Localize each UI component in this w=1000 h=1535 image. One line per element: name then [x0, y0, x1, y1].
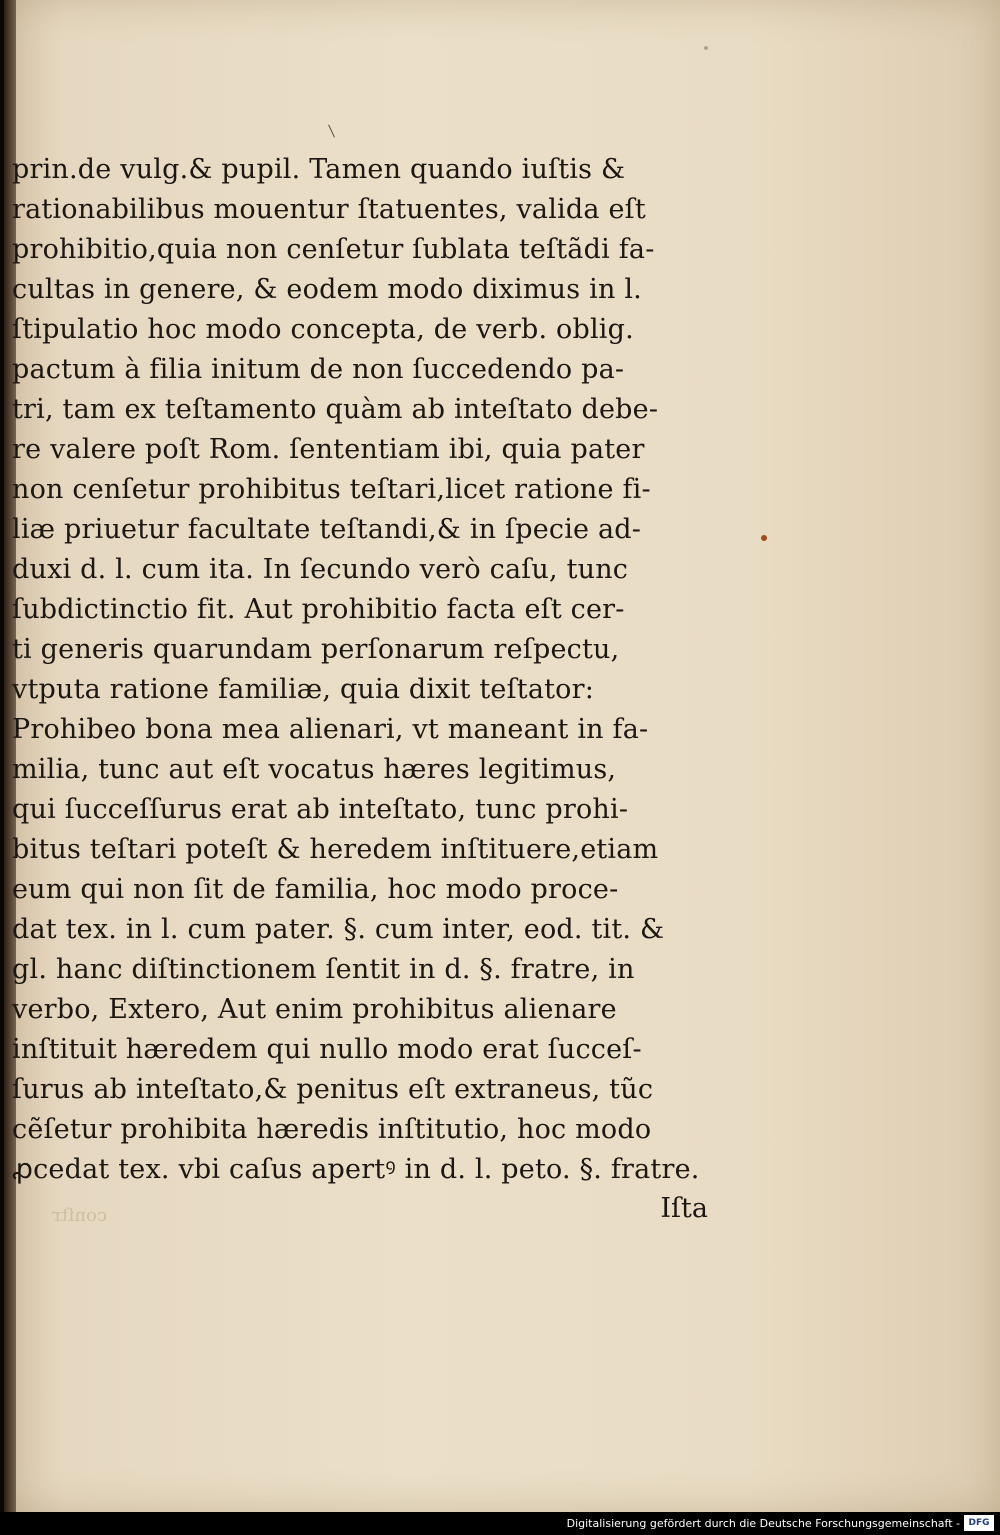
text-line: verbo, Extero, Aut enim prohibitus alienare — [12, 994, 617, 1025]
text-line: liæ priuetur facultate teſtandi,& in ſpecie ad- — [12, 514, 642, 545]
text-line: inſtituit hæredem qui nullo modo erat ſucceſ- — [12, 1034, 642, 1065]
dfg-logo-icon: DFG — [964, 1515, 994, 1531]
text-line: prohibitio,quia non cenſetur ſublata teſtãdi fa- — [12, 234, 655, 265]
book-page — [4, 0, 1000, 1512]
text-line: non cenſetur prohibitus teſtari,licet ratione fi- — [12, 474, 651, 505]
text-line: pactum à filia initum de non ſuccedendo pa- — [12, 354, 625, 385]
text-line: cẽſetur prohibita hæredis inſtitutio, hoc modo — [12, 1114, 652, 1145]
text-line: rationabilibus mouentur ſtatuentes, valida eſt — [12, 194, 646, 225]
text-line: ti generis quarundam perſonarum reſpectu, — [12, 634, 620, 665]
funding-credit: Digitalisierung gefördert durch die Deutsche Forschungsgemeinschaft - — [566, 1517, 960, 1530]
red-ink-dot — [761, 535, 767, 541]
text-line: dat tex. in l. cum pater. §. cum inter, eod. tit. & — [12, 914, 665, 945]
text-line: ſtipulatio hoc modo concepta, de verb. oblig. — [12, 314, 634, 345]
text-line: re valere poſt Rom. ſententiam ibi, quia pater — [12, 434, 645, 465]
text-line: gl. hanc diſtinctionem ſentit in d. §. fratre, in — [12, 954, 635, 985]
text-line: cultas in genere, & eodem modo diximus in l. — [12, 274, 642, 305]
paper-speck — [704, 46, 708, 50]
text-line: prin.de vulg.& pupil. Tamen quando iuſtis & — [12, 154, 626, 185]
text-line: bitus teſtari poteſt & heredem inſtituere,etiam — [12, 834, 659, 865]
text-line: ꝓcedat tex. vbi caſus apertꝰ in d. l. peto. §. fratre. — [12, 1154, 700, 1185]
text-line: Prohibeo bona mea alienari, vt maneant in fa- — [12, 714, 649, 745]
text-line: tri, tam ex teſtamento quàm ab inteſtato debe- — [12, 394, 659, 425]
catchword: Iſta — [660, 1193, 708, 1224]
text-line: milia, tunc aut eſt vocatus hæres legitimus, — [12, 754, 617, 785]
text-line: eum qui non ſit de familia, hoc modo proce- — [12, 874, 619, 905]
ink-tick-mark — [328, 124, 335, 137]
text-line: duxi d. l. cum ita. In ſecundo verò caſu, tunc — [12, 554, 629, 585]
bleed-through-text: conſtr — [52, 1205, 108, 1226]
text-line: vtputa ratione familiæ, quia dixit teſtator: — [12, 674, 595, 705]
text-line: ſurus ab inteſtato,& penitus eſt extraneus, tũc — [12, 1074, 654, 1105]
text-line: qui ſucceſſurus erat ab inteſtato, tunc prohi- — [12, 794, 629, 825]
text-line: ſubdictinctio fit. Aut prohibitio facta eſt cer- — [12, 594, 625, 625]
digitization-footer — [0, 1512, 1000, 1535]
body-text — [12, 150, 712, 1190]
